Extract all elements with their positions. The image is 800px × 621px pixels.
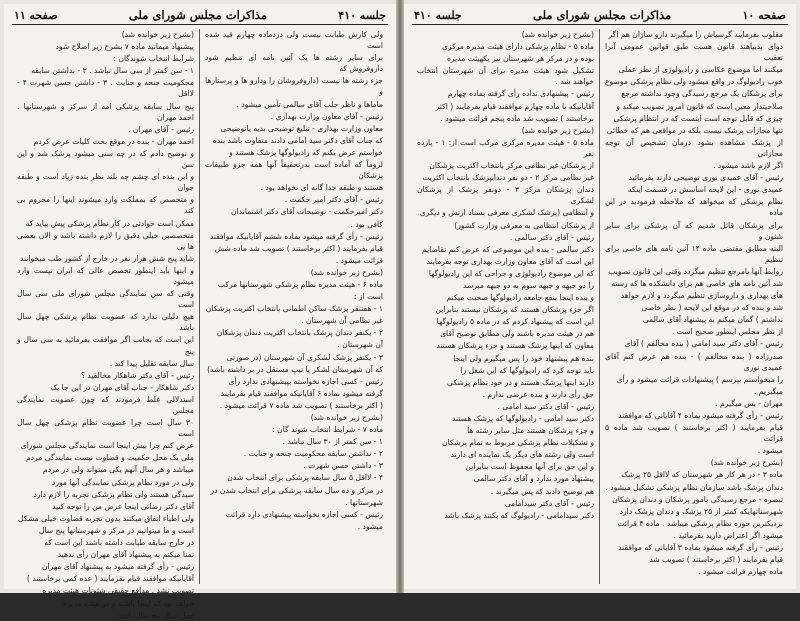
left-page-columns bbox=[12, 29, 388, 620]
text-line: چیزی که قابل توجه است اینست که در انتظام پزشکی bbox=[613, 113, 783, 123]
text-line: رئیس - رأی گرفته میشود به پیشنهاد آقای مهران bbox=[41, 562, 194, 572]
text-line: بنده هم پیشنهاد خود را پس میگیرم ولی اینجا bbox=[453, 353, 594, 363]
text-line: ولی کارش طبابت نیست ولی دردماده چهارم قید شده است bbox=[205, 30, 383, 51]
text-line: دکتر سالمی - بنده این موضوعی که عرض کنم تقاضایم bbox=[422, 244, 594, 254]
text-line: دوای بدبیاهند قانون هست طبق قوانین عمومی آنرا تعقیب bbox=[605, 42, 783, 63]
text-line: ۱ - سن کمتر از ۳۰ سال نباشد . bbox=[282, 437, 383, 447]
text-line: ۲ - نداشتن سابقه محکومیت جنحه و جنایت . bbox=[243, 449, 383, 459]
text-line: (بشرح زیر خوانده شد) bbox=[710, 458, 783, 468]
left-page-column-left bbox=[12, 29, 200, 620]
text-line: صلاحیتدار معین است که قانون امروز تصویب میکند و bbox=[616, 101, 783, 111]
text-line: ۱ - هفتنفر پزشک ساکن اطمانی بانتخاب اکثریت پزشکان bbox=[205, 304, 383, 314]
text-line: عرض کنم چرا بیش اینجا است نمایندگی مجلس شورای bbox=[20, 441, 194, 451]
text-line: آن شهرستان . bbox=[337, 340, 383, 350]
text-line: شاید پنج شش هزار نفر در خارج از کشور طب میخوانند bbox=[20, 253, 194, 263]
text-line: برای پزشکان یک مرجع رسیدگی وجود نداشته مرجع bbox=[621, 89, 783, 99]
text-line: دندان پزشک باشد سازمان نظام پزشکی تشکیل میشود . bbox=[605, 482, 783, 492]
text-line: دکتر سید امامی - رادیولوگها که پزشک هستند bbox=[451, 414, 594, 423]
text-line: پیشنهاد مورد ندارد و آقای دکتر سالمی bbox=[473, 474, 594, 484]
text-line: ماده چهارم قرائت میشود . bbox=[698, 567, 783, 577]
text-line: دکتر سیدامامی - رادیولوگ که بکنند پزشک باشد bbox=[444, 510, 594, 520]
text-line: ماده ۶ - هیئت مدیره نظام پزشکی شهرستانها مرکب bbox=[217, 279, 383, 289]
text-line: و این حق برای آنها محفوظ است بنابراین bbox=[465, 462, 594, 472]
text-line: است و ما میتوانیم در مرکز و شهرستانها پنج سال bbox=[38, 525, 194, 535]
text-line: است از : bbox=[353, 292, 383, 302]
text-line: و انتظامی (پزشک لشکری معرفی بستاد ارتش و دیگری bbox=[419, 208, 594, 218]
text-line: غیر نظامی مرکز ۲ - دو نفر دندانپزشک بانتخاب اکثریت bbox=[422, 173, 594, 183]
text-line: رئیس - آقای معاون وزارت بهداری . bbox=[270, 111, 383, 121]
text-line: متخصصین خیلی دقیق را لازم داشته باشد و الان بعضی ها یی bbox=[17, 230, 194, 251]
text-line: گرفته میشود بماده ۶ آقایانیکه موافقند قیام بفرمایند bbox=[220, 388, 383, 398]
text-line: حق رأی دارند و بنده عرضی ندارم . bbox=[482, 389, 594, 399]
text-line: شد آئین نامه های خاصی هم برای دانشکده ها که رسته bbox=[611, 278, 783, 288]
text-line: اگر لازم باشد میشود . bbox=[713, 161, 783, 171]
text-line: نزدیکترین حوزه نظام پزشکی میباشد . ماده ۴ قرائت bbox=[617, 518, 783, 528]
text-line: لزوماً که آماده است بدرتحقیقاً آنها همه جزو طبیقات پزشکان bbox=[205, 160, 383, 181]
text-line: چهل سال پنج سال باشد . bbox=[113, 610, 194, 620]
left-page-header bbox=[12, 8, 388, 25]
text-line: را دو جبهه و جبهه سوم به دو جبهه میرسد bbox=[462, 280, 594, 290]
text-line: دارند اینها پزشک هستند و در خود نظام پزشکی bbox=[447, 377, 594, 387]
text-line: قیام بفرمایند ( اکثر برخاستند ) تصویب شد ماده شش bbox=[214, 243, 383, 253]
text-line: احمد مهران - بنده در موقع بحث کلیات عرض کردم bbox=[33, 136, 194, 146]
text-line: ماده ۵ - هیئت مدیره مرکزی مرکب است از: ۱ - یازده نفر bbox=[417, 137, 595, 158]
text-line: ۴ - لااقل ۵ سال سابقه پزشکی برای انتخاب شدن bbox=[227, 473, 383, 483]
text-line: برخاستند ) تصویب شد ماده پنجم قرائت میشود . bbox=[440, 113, 594, 123]
text-line: هستند و طبقه جدا گانه ای نخواهد بود . bbox=[260, 183, 383, 193]
text-line: میگیریم . bbox=[753, 386, 783, 396]
right-page-header bbox=[412, 8, 788, 25]
text-line: سال سابقه تقلیل پیدا کند . bbox=[109, 358, 194, 368]
text-line: ممکن است حوادثی در کار نظام پزشکی پیش بیاید که bbox=[25, 218, 194, 228]
text-line: از پزشکان انتظامی به معرفی وزارت کشور) bbox=[454, 220, 594, 230]
text-line: میشود . bbox=[757, 446, 783, 456]
text-line: (بشرح زیر خوانده شد) bbox=[310, 267, 383, 277]
text-line: شد و بنده که در موقع این لایحه ( نظر خاصی bbox=[641, 303, 783, 313]
book-gutter bbox=[396, 0, 404, 593]
text-line: مهران - بس میگیرم . bbox=[715, 398, 783, 408]
text-line: رئیس - آقای دکتر سید امامی ( بنده مخالفم ) آقای bbox=[624, 339, 783, 349]
text-line: قیام بفرمایند ( اکثر برخاستند ) تصویب شد bbox=[649, 555, 783, 565]
text-line: که آن شهرستان لشکر یا تیپ مستقل در بر داشته باشد) bbox=[207, 364, 383, 374]
text-line: رئیس - رأی گرفته میشود بماده ۳ آقایانی که موافقند bbox=[618, 543, 783, 553]
text-line: از نظر مجلس اینطور صحیح است . bbox=[671, 327, 783, 337]
text-line: این است که بجانب اگر موافقت بفرمائید به سی سال و پنج bbox=[17, 335, 194, 356]
text-line: رئیس - آقای دکتر سید امامی . bbox=[497, 401, 594, 411]
text-line: تصویب نشد . مدافع حقیقی شئونات هیئت مدیره bbox=[42, 586, 194, 596]
text-line: از پزشکان غیر نظامی مرکز بانتخاب اکثریت پزشکان bbox=[429, 161, 594, 171]
text-line: هیچ دلیلی ندارد که عضویت نظام پزشکی چهل سال باشد bbox=[17, 312, 194, 333]
text-line: معاون که اینها پزشک هستند و جزء پزشکان هستند bbox=[436, 341, 594, 351]
text-line: (بشرح زیر خوانده شد) bbox=[521, 125, 594, 135]
text-line: پنج سال سابقه پزشکی امه از سرکز و شهرستانها . احمد مهران bbox=[17, 101, 194, 122]
right-page-number: صفحه ۱۰ bbox=[742, 8, 786, 22]
text-line: ۱ - سن کمتر از سی سال نباشد . ۲ - نداشتن سابقه bbox=[31, 66, 194, 76]
right-page-columns bbox=[412, 29, 788, 584]
text-line: را میخواستم بپرسم ) پیشنهادات قرائت میشود و رأی bbox=[616, 374, 783, 384]
text-line: هم در هیئت مدیره باشند ولی مطابق توضیح آقای bbox=[440, 329, 594, 339]
text-line: تبصره - مرجع رسیدگی بامور پزشکان و دندان پزشکان bbox=[612, 494, 783, 504]
text-line: آقایانیکه موافقند قیام بفرمایند ( عده کمی برخاستند ) bbox=[26, 574, 194, 584]
text-line: غیر نظامی آن شهرستان . bbox=[301, 316, 383, 326]
text-line: ۳۰ سال است چرا عضویت نظام پزشکی چهل سال است bbox=[17, 418, 194, 439]
text-line: ماده ۳ - در هر کار هر شهرستان که لااقل ۲۵ پزشک bbox=[621, 470, 783, 480]
text-line: دکتر امیرحکمت - توضیحات آقای دکتر اشتماندان bbox=[231, 207, 383, 217]
text-line: ملی یک محل حکمیت و قضاوت نیست نمایندگی مردم bbox=[25, 453, 194, 463]
text-line: اگر جزء پزشکان هستند که پزشکان نیستند بنابراین bbox=[435, 305, 594, 315]
text-line: رئیس - آقای دکتر سالمی . bbox=[509, 232, 594, 242]
text-line: (بشرح زیر خوانده شد) bbox=[521, 30, 594, 39]
text-line: برای پزشکان قائل شدیم که آن پزشکی برای سایر شئون و bbox=[605, 220, 783, 241]
text-line: نظام پزشکی که میخواهد که ملاحظه فرمودید در این ماده bbox=[605, 197, 783, 218]
text-line: و بنده اینجا بنفع جامعه رادیولوگها صحبت میکنم bbox=[446, 293, 594, 303]
left-journal-title: مذاکرات مجلس شورای ملی bbox=[128, 8, 268, 22]
text-line: و اینها باید اینطور تخصص عالی که ایران نیست وارد میشود bbox=[17, 265, 194, 286]
text-line: (بشرح زیر خوانده شد) bbox=[310, 413, 383, 422]
text-line: ( اکثر برخاستند ) تصویب شد ماده ۷ قرائت میشود . bbox=[219, 400, 383, 410]
text-line: از پزشک مشاهده بشود درمان تشخیص آن توجه مجازاتی bbox=[605, 137, 783, 158]
text-line: ۲ - یکنفر دندان پزشک بانتخاب اکثریت دندان پزشکان bbox=[216, 328, 383, 338]
right-page bbox=[404, 4, 796, 589]
text-line: رئیس - رأی گرفته میشود بماده ششم آقایانیکه موافقند bbox=[209, 231, 383, 241]
text-line: آقای دکتر رضائی اینجا عرض من را توجه کنید bbox=[52, 501, 194, 511]
text-line: رئیس - رأی گرفته میشود بماده ۴ آقایانی که موافقند bbox=[618, 411, 783, 420]
text-line: تشکیل شود هیئت مدیره برای آن شهرستان انتخاب خواهند شد . bbox=[417, 66, 594, 87]
text-line: تنها مجازات پزشک نیست بلکه در مواقعی هم که خطائی bbox=[606, 125, 783, 135]
text-line: است ولی رشته های دیگر یک نماینده ای دارند bbox=[450, 450, 594, 460]
text-line: عمیدی نوری - این لایحه اساسش در قسمت اینکه bbox=[627, 185, 783, 195]
text-line: (بشرح زیر خوانده شد) bbox=[121, 30, 194, 39]
text-line: رئیس - کسی اجازه نخواسته پیشنهادی دارد قرائت bbox=[225, 509, 383, 519]
text-line: رئیس - آقای عمیدی نوری توضیحی دارند بفرمائید bbox=[628, 173, 783, 183]
left-session-label: جلسه ۴۱۰ bbox=[338, 8, 386, 22]
text-line: رئیس - آقای دکتر شاهکار مخالفید ؟ bbox=[80, 370, 194, 380]
text-line: دندان پزشکان مرکز ۳ - دونفر پزشک از پزشکان لشکری bbox=[417, 185, 594, 206]
text-line: باید توجه کرد که رادیولوگها که این شغل را bbox=[460, 365, 594, 375]
text-line: ولی در مورد نظام پزشکی نمایندگی آنها مورد bbox=[51, 477, 194, 487]
text-line: معاون وزارت بهداری - تبلیغ توضیحی بدیه یاتوضیحی bbox=[220, 123, 383, 133]
text-line: شهرستانهایکه کمتر از ۲۵ پزشک و دندان پزشک دارد bbox=[619, 506, 783, 516]
text-line: ماده ۷ - شرایط انتخاب شوند گان : bbox=[272, 425, 383, 435]
text-line: قرائت میشود . bbox=[335, 255, 383, 265]
text-line: میباشد و هر سال آنهم یکی میتواند ولی در مردم bbox=[43, 465, 194, 475]
text-line: قیام بفرمایند ( اکثر برخاستند ) تصویب شد ماده ۵ قرائت bbox=[605, 423, 783, 444]
text-line: وقتی که سن نمایندگی مجلس شورای ملی سی سال است bbox=[17, 289, 194, 310]
left-page-column-right bbox=[200, 29, 388, 584]
text-line: مقلوب بفرمایند گرسیاش را میگیرند دارو سازان هم اگر bbox=[608, 30, 783, 39]
text-line: روابط آنها بامرجع تنظیم میگردد وقتی این قانون تصویب bbox=[608, 266, 783, 276]
text-line: تمنا میکنم به پیشنهاد آقای مهران رأی ندهید bbox=[57, 550, 194, 560]
text-line: که جناب آقای دکتر سید امامی دادند متفاوت باشد بنده bbox=[212, 135, 383, 145]
text-line: رئیس - آقای مهران . bbox=[127, 124, 194, 134]
text-line: رئیس - کسی اجازه نخواسته بپیشنهادی ندارد رأی bbox=[228, 376, 383, 386]
text-line: شهرستانها . bbox=[345, 497, 383, 507]
text-line: میشود . bbox=[357, 521, 383, 531]
text-line: جزء رشته ها نیست (داروفروشان را ودارو ها و پرستارها و bbox=[205, 76, 383, 97]
text-line: رئیس - آقای دکتر سیدامامی bbox=[504, 498, 594, 508]
right-journal-title: مذاکرات مجلس شورای ملی bbox=[532, 8, 672, 22]
text-line: و تشکیلات نظام پزشکی مربوط به تمام پزشکان bbox=[442, 438, 594, 448]
text-line: و جزء پزشکان هستند مثل سایر رشته ها bbox=[467, 426, 594, 436]
text-line: استدلالی غلط فرمودند که چون عضویت نمایندگی مجلس bbox=[17, 394, 194, 415]
text-line: ولی اطباء اتفاق میکنند بدون تجربه قضاوت خیلی مشکل bbox=[17, 513, 194, 523]
text-line: خواهد بود که اینجا باشند و در هیئت مدیره bbox=[62, 598, 194, 608]
text-line: شرایط انتخاب شوندگان : bbox=[113, 54, 194, 64]
text-line: سیدگی هستند ولی نظام پزشکی تجربه را لازم دارد bbox=[33, 489, 194, 499]
text-line: و این بنده ای چشم چه بلند نظر بنده زیاد است و طبقه جوان bbox=[17, 172, 194, 193]
text-line: پیشنهاد میمانید ماده ۷ بشرح زیر اصلاح شود bbox=[55, 42, 194, 52]
text-line: ماماها و ناظر جلب آقای سالمی تأمین میشود . bbox=[236, 99, 383, 109]
right-session-label: جلسه ۴۱۰ bbox=[414, 8, 462, 22]
right-page-column-right bbox=[600, 29, 788, 584]
text-line: دکتر شاهکار - جناب آقای مهران در این جا یک bbox=[50, 382, 194, 392]
text-line: ۳ - داشتن حسن شهرت . bbox=[303, 461, 383, 471]
text-line: در خارج سابقه طبابت داشته باشند این است که bbox=[44, 538, 194, 548]
text-line: و توضیح دادم که در چه سنی میشود پزشک شد و این سن bbox=[17, 148, 194, 170]
text-line: خوب رادیولوگ در واقع میشود ولی نظام پزشکی موضوع bbox=[605, 77, 783, 87]
text-line: رئیس - آقای دکتر امیر حکمت . bbox=[284, 195, 383, 205]
text-line: هم توضیح دادند که پس میگیرند . bbox=[490, 486, 594, 496]
text-line: کافی بود . bbox=[350, 219, 383, 229]
text-line: محکومیت جنحه و جنایت . ۳ - داشتن حسن شهرت ۴ - لااقل bbox=[17, 78, 195, 99]
left-page bbox=[4, 4, 396, 620]
text-line: رئیس - پیشنهادی نداده رأی گرفته بماده چهارم bbox=[447, 89, 594, 99]
text-line: های بهداری و داروسازی تنظیم میگردد و لازم خواهد bbox=[620, 291, 783, 301]
text-line: ماده ۵ - نظام پزشکی دارای هیئت مدیره مرکزی bbox=[441, 42, 594, 52]
text-line: که این موضوع رادیولوژی و جراحی که این رادیولوگها bbox=[428, 268, 594, 278]
text-line: این است که پیشنهاد کردم که در ماده ۵ رادیولوگها bbox=[436, 317, 594, 327]
text-line: در مرکز و ده سال سابقه پزشکی برای انتخاب شدن در bbox=[210, 485, 383, 495]
text-line: ۳ - یکنفر پزشک لشکری آن شهرستان (در صورتی bbox=[226, 352, 383, 362]
text-line: خواستم عرض بکنم که رادیولوگها پزشک هستند و bbox=[229, 147, 383, 157]
right-page-column-left bbox=[412, 29, 600, 584]
text-line: آقایانیکه با ماده چهارم موافقند قیام بفرمایند ( اکثر bbox=[435, 101, 594, 111]
text-line: البته مطابق مقتضی ماده ۱۴ آئین نامه های خاصی برای تنظیم bbox=[605, 243, 783, 264]
text-line: صدرزاده ( بنده مخالفم ) - بنده هم عرض کنم آقای عمیدی نوری bbox=[605, 351, 783, 372]
left-page-number: صفحه ۱۱ bbox=[14, 8, 58, 22]
text-line: میشود اگر اعتراض دارید بفرمائید . bbox=[673, 530, 783, 540]
text-line: نداشتم ) گمان میکنم به پیشنهاد آقای سالمی bbox=[642, 315, 783, 325]
text-line: بوده و در مرکز هر شهرستان نیز یکهیئت مدیره bbox=[446, 54, 594, 64]
text-line: برای سایر رشته ها یک آئین نامه ای تنظیم شود داروفروش که bbox=[205, 53, 383, 74]
text-line: و متخصص که بمملکت وارد میشوند اینها را محروم بی کند bbox=[17, 195, 194, 216]
text-line: این است که آقای معاون وزارت بهداری توجه بفرمایند bbox=[426, 256, 594, 266]
text-line: میکنند اما موضوع عکاسی و رادیولوژی از نظر عملی bbox=[618, 65, 783, 75]
